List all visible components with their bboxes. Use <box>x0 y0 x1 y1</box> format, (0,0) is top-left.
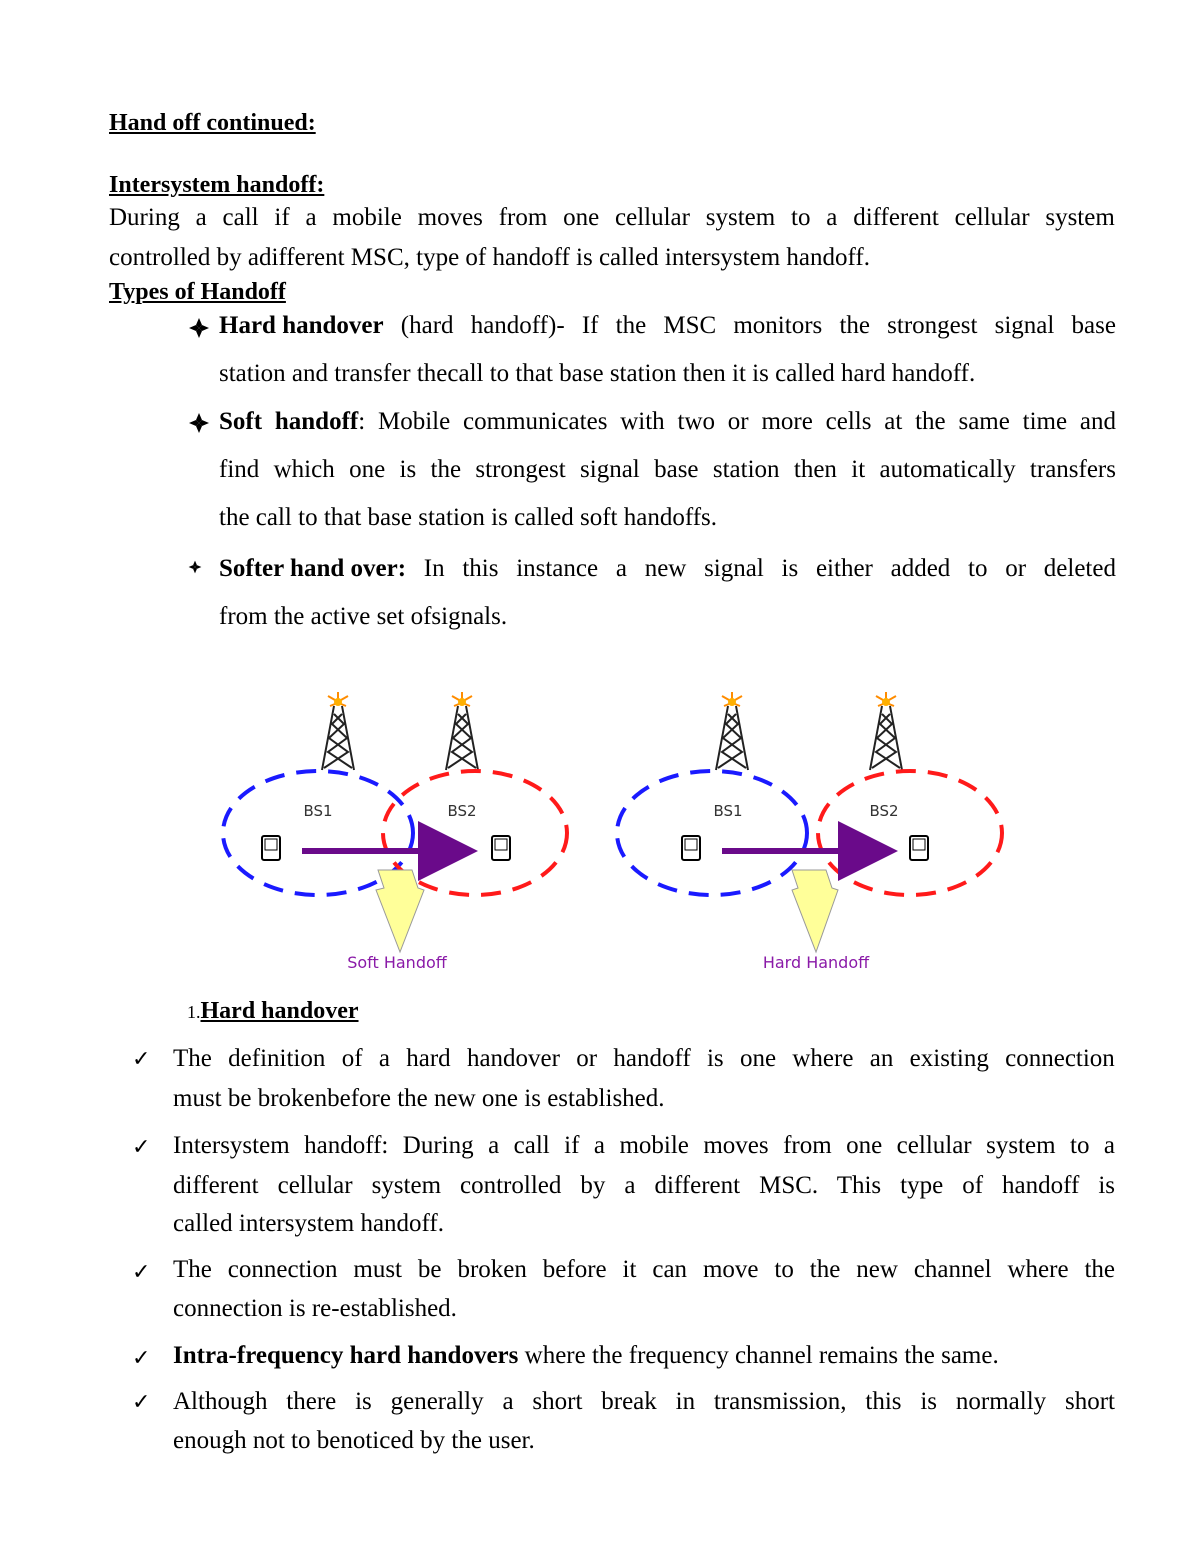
bullet-1-line-1-word: connection <box>1005 1045 1115 1072</box>
mobile-phone-icon <box>682 836 700 860</box>
intersystem-line-1-word: to <box>791 204 811 231</box>
intersystem-paragraph-line-2: controlled by adifferent MSC, type of handoff is called intersystem handoff. <box>109 244 870 271</box>
diamond-bullet-icon <box>188 412 210 434</box>
softer-handover-line-1-word: new <box>644 555 687 582</box>
softer-handover-line-1-word: is <box>781 555 799 582</box>
intersystem-paragraph-line-1 <box>109 204 1115 232</box>
softer-handover-term: Softer hand over: <box>219 555 407 582</box>
bullet-1-line-1 <box>173 1045 1115 1073</box>
softer-handover-line-1 <box>219 555 1116 583</box>
bullet-1-line-1-word: one <box>739 1045 777 1072</box>
mobile-phone-icon <box>492 836 510 860</box>
bullet-1-line-1-word: is <box>706 1045 724 1072</box>
soft-handoff-diagram <box>223 692 567 972</box>
bullet-1-line-2: must be brokenbefore the new one is established. <box>173 1085 665 1112</box>
bs1-label: BS1 <box>713 802 743 820</box>
soft-handoff-term: Soft handoff <box>219 408 359 435</box>
intersystem-line-1-word: call <box>222 204 259 231</box>
bs1-tower-icon <box>322 692 354 770</box>
intersystem-line-1-word: if <box>274 204 290 231</box>
hard-handover-line-1-word: If <box>581 312 599 339</box>
hard-handover-line-1-word: the <box>615 312 647 339</box>
bs2-label: BS2 <box>869 802 899 820</box>
softer-handover-line-1-word: In <box>423 555 445 582</box>
bullet-2-line-2: different cellular system controlled by a different MSC. This type of handoff is <box>173 1172 1115 1199</box>
bullet-2-line-1: Intersystem handoff: During a call if a mobile moves from one cellular system to a <box>173 1132 1115 1159</box>
types-heading: Types of Handoff <box>109 279 286 305</box>
hard-handover-line-1-word: signal <box>994 312 1055 339</box>
bs2-cell-boundary <box>818 771 1002 895</box>
handoff-diagram <box>210 690 1010 980</box>
hard-handover-line-1-word: (hard <box>400 312 454 339</box>
bullet-1-line-1-word: an <box>869 1045 894 1072</box>
hard-handoff-diagram <box>617 692 1002 972</box>
bullet-5-line-1: Although there is generally a short break in transmission, this is normally short <box>173 1388 1115 1415</box>
hard-handover-line-1-word: strongest <box>887 312 978 339</box>
checkmark-icon: ✓ <box>132 1135 151 1160</box>
hard-handover-line-1-word: MSC <box>663 312 717 339</box>
diamond-bullet-icon <box>188 560 202 574</box>
softer-handover-line-1-word: a <box>615 555 627 582</box>
intersystem-line-1-word: mobile <box>332 204 402 231</box>
checkmark-icon: ✓ <box>132 1390 151 1415</box>
intersystem-line-1-word: one <box>563 204 600 231</box>
intersystem-heading: Intersystem handoff: <box>109 172 325 198</box>
hard-handover-line-1-word: base <box>1071 312 1116 339</box>
intersystem-line-1-word: moves <box>417 204 483 231</box>
bullet-1-line-1-word: a <box>378 1045 390 1072</box>
hard-handover-section-heading <box>187 998 359 1025</box>
softer-handover-line-1-word: signal <box>704 555 764 582</box>
down-arrow-icon <box>376 870 424 952</box>
intersystem-line-1-word: from <box>498 204 548 231</box>
mobile-phone-icon <box>262 836 280 860</box>
bullet-1-line-1-word: handoff <box>613 1045 691 1072</box>
intersystem-line-1-word: a <box>826 204 838 231</box>
soft-handoff-line-2: find which one is the strongest signal base station then it automatically transfers <box>219 456 1116 483</box>
soft-handoff-line-1 <box>219 408 1116 436</box>
soft-handoff-line-3: the call to that base station is called soft handoffs. <box>219 504 718 531</box>
bs2-tower-icon <box>446 692 478 770</box>
soft-handoff-caption: Soft Handoff <box>347 953 447 972</box>
intersystem-line-1-word: different <box>853 204 939 231</box>
hard-handover-line-1 <box>219 312 1116 340</box>
softer-handover-line-1-word: either <box>815 555 873 582</box>
intersystem-line-1-word: system <box>1045 204 1115 231</box>
bs1-cell-boundary <box>617 771 807 895</box>
mobile-phone-icon <box>910 836 928 860</box>
bullet-1-line-1-word: or <box>576 1045 598 1072</box>
hard-handover-line-1-word: monitors <box>733 312 823 339</box>
intersystem-line-1-word: a <box>305 204 317 231</box>
intersystem-line-1-word: cellular <box>615 204 690 231</box>
hard-handoff-caption: Hard Handoff <box>762 953 870 972</box>
checkmark-icon: ✓ <box>132 1260 151 1285</box>
softer-handover-line-2: from the active set ofsignals. <box>219 603 508 630</box>
bs2-label: BS2 <box>447 802 477 820</box>
bullet-5-line-2: enough not to benoticed by the user. <box>173 1427 535 1454</box>
bullet-1-line-1-word: The <box>173 1045 212 1072</box>
softer-handover-line-1-word: deleted <box>1043 555 1116 582</box>
bullet-4-bold: Intra-frequency hard handovers <box>173 1342 519 1369</box>
bullet-1-line-1-word: definition <box>228 1045 326 1072</box>
hard-handover-line-1-word: handoff)- <box>470 312 565 339</box>
hard-handover-line-1-word: the <box>839 312 870 339</box>
bullet-3-line-2: connection is re-established. <box>173 1295 457 1322</box>
softer-handover-line-1-word: or <box>1005 555 1027 582</box>
diamond-bullet-icon <box>188 317 210 339</box>
bullet-1-line-1-word: of <box>341 1045 363 1072</box>
bullet-1-line-1-word: where <box>792 1045 854 1072</box>
bs2-tower-icon <box>870 692 902 770</box>
intersystem-line-1-word: system <box>705 204 776 231</box>
bullet-4-text: where the frequency channel remains the same. <box>518 1342 999 1369</box>
hard-handover-term: Hard handover <box>219 312 384 339</box>
soft-handoff-line-1-text: : Mobile communicates with two or more cells at the same time and <box>358 408 1116 435</box>
bs1-tower-icon <box>716 692 748 770</box>
bullet-1-line-1-word: handover <box>466 1045 560 1072</box>
page-title: Hand off continued: <box>109 110 316 136</box>
intersystem-line-1-word: During <box>109 204 180 231</box>
checkmark-icon: ✓ <box>132 1047 151 1072</box>
bullet-3-line-1: The connection must be broken before it can move to the new channel where the <box>173 1256 1115 1283</box>
bullet-2-line-3: called intersystem handoff. <box>173 1210 444 1237</box>
hard-handover-line-2: station and transfer thecall to that base station then it is called hard handoff. <box>219 360 976 387</box>
bs1-label: BS1 <box>303 802 333 820</box>
section-title: Hard handover <box>200 998 359 1024</box>
down-arrow-icon <box>792 870 838 952</box>
softer-handover-line-1-word: instance <box>516 555 599 582</box>
intersystem-line-1-word: a <box>195 204 207 231</box>
intersystem-line-1-word: cellular <box>954 204 1030 231</box>
bullet-1-line-1-word: existing <box>909 1045 989 1072</box>
softer-handover-line-1-word: to <box>968 555 988 582</box>
checkmark-icon: ✓ <box>132 1346 151 1371</box>
softer-handover-line-1-word: this <box>462 555 499 582</box>
bullet-4-line-1 <box>173 1342 999 1370</box>
bullet-1-line-1-word: hard <box>406 1045 451 1072</box>
section-number: 1. <box>187 1002 201 1022</box>
softer-handover-line-1-word: added <box>890 555 951 582</box>
